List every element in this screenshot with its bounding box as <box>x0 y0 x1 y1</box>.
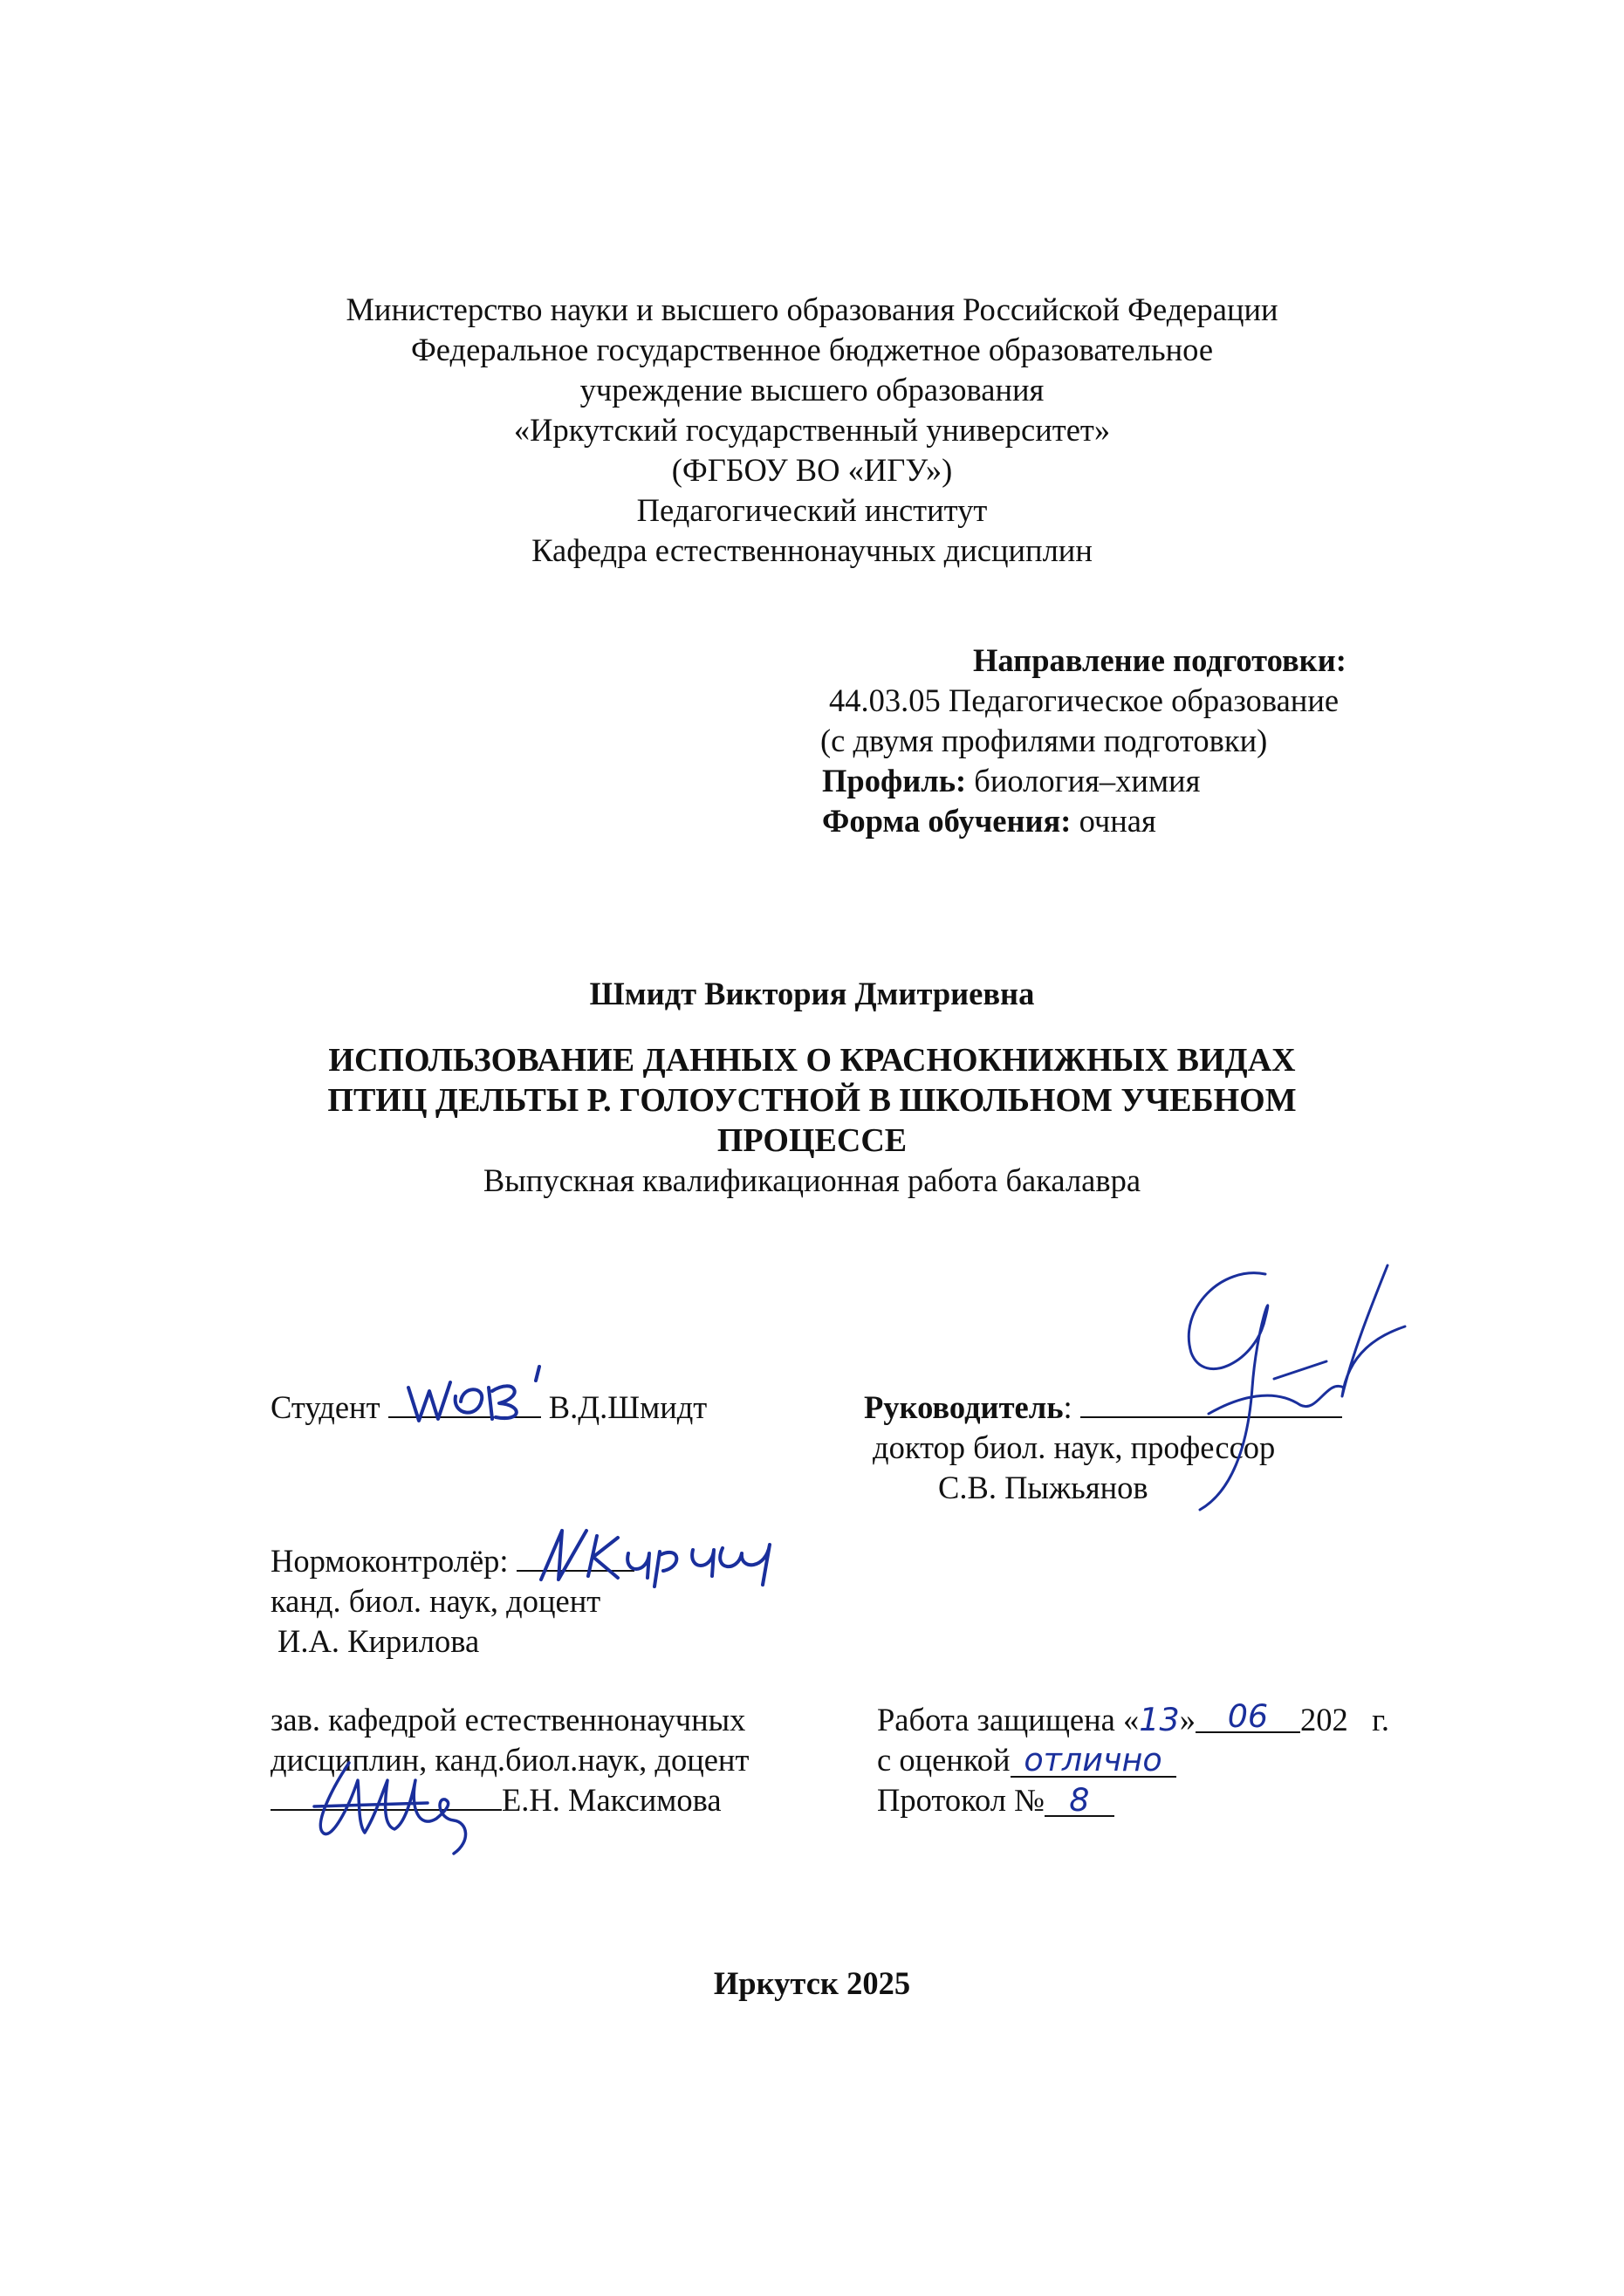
supervisor-signature <box>1126 1257 1414 1523</box>
head-signature <box>297 1745 506 1863</box>
protocol-label: Протокол № <box>877 1782 1045 1818</box>
supervisor-label: Руководитель <box>864 1389 1064 1425</box>
student-signature <box>401 1361 576 1436</box>
thesis-title-line-3: ПРОЦЕССЕ <box>716 1122 908 1159</box>
protocol-line <box>877 1780 1114 1820</box>
protocol-value: 8 <box>1045 1787 1114 1817</box>
normcontrol-signature <box>532 1518 794 1593</box>
study-form-line <box>822 801 1156 841</box>
profile-line <box>822 761 1200 801</box>
normcontrol-name: И.А. Кирилова <box>278 1623 480 1659</box>
head-name: Е.Н. Максимова <box>502 1782 722 1818</box>
grade-value: отлично <box>1011 1748 1176 1778</box>
author-name: Шмидт Виктория Дмитриевна <box>589 976 1035 1011</box>
head-title-2: дисциплин, канд.биол.наук, доцент <box>271 1742 750 1778</box>
defense-day: 13 <box>1139 1701 1180 1738</box>
direction-label: Направление подготовки: <box>973 642 1346 678</box>
thesis-title-line-2: ПТИЦ ДЕЛЬТЫ Р. ГОЛОУСТНОЙ В ШКОЛЬНОМ УЧЕБНОМ <box>327 1082 1297 1119</box>
defense-prefix: Работа защищена « <box>877 1702 1140 1737</box>
thesis-subtitle: Выпускная квалификационная работа бакалавра <box>483 1162 1141 1198</box>
institution-line-2: учреждение высшего образования <box>579 372 1045 408</box>
city-year: Иркутск 2025 <box>713 1965 911 2001</box>
direction-value-2: (с двумя профилями подготовки) <box>820 723 1268 758</box>
grade-line <box>877 1740 1176 1780</box>
student-label: Студент <box>271 1389 380 1425</box>
institute-name: Педагогический институт <box>636 492 988 528</box>
grade-label: с оценкой <box>877 1742 1011 1778</box>
study-form-label: Форма обучения: <box>822 803 1072 839</box>
department-name: Кафедра естественнонаучных дисциплин <box>531 532 1093 568</box>
supervisor-degree: доктор биол. наук, профессор <box>873 1429 1276 1465</box>
defense-year: 202 <box>1299 1702 1348 1737</box>
institution-line-1: Федеральное государственное бюджетное образовательное <box>410 332 1214 367</box>
defense-month: 06 <box>1196 1703 1300 1733</box>
defense-mid: » <box>1179 1702 1196 1737</box>
student-name: В.Д.Шмидт <box>548 1389 708 1425</box>
study-form-value: очная <box>1071 803 1156 839</box>
normcontrol-label: Нормоконтролёр: <box>271 1543 509 1579</box>
university-name: «Иркутский государственный университет» <box>513 412 1111 448</box>
normcontrol-degree: канд. биол. наук, доцент <box>271 1583 601 1619</box>
defense-line <box>877 1697 1390 1740</box>
direction-value-1: 44.03.05 Педагогическое образование <box>829 682 1340 718</box>
university-abbrev: (ФГБОУ ВО «ИГУ») <box>671 452 953 488</box>
supervisor-colon: : <box>1063 1389 1072 1425</box>
ministry-line: Министерство науки и высшего образования Российской Федерации <box>346 291 1278 327</box>
profile-value: биология–химия <box>966 763 1201 798</box>
thesis-title-line-1: ИСПОЛЬЗОВАНИЕ ДАННЫХ О КРАСНОКНИЖНЫХ ВИДАХ <box>328 1042 1296 1079</box>
supervisor-name: С.В. Пыжьянов <box>938 1470 1148 1505</box>
profile-label: Профиль: <box>822 763 967 798</box>
defense-suffix: г. <box>1372 1702 1390 1737</box>
head-title-1: зав. кафедрой естественнонаучных <box>271 1702 746 1737</box>
